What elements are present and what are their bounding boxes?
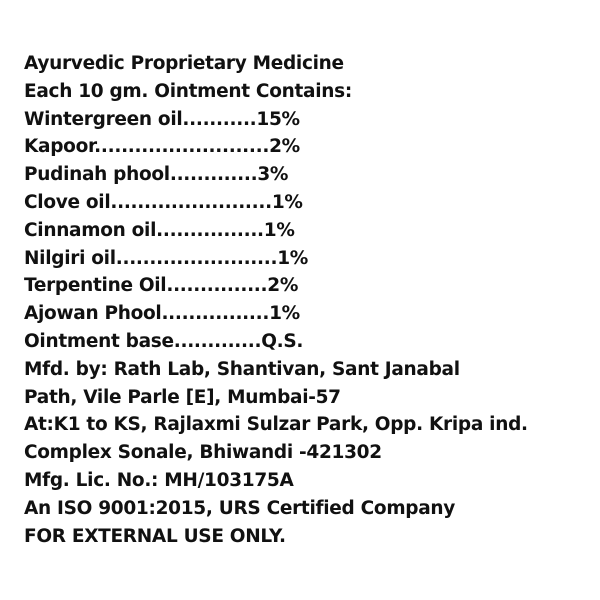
address-line: At:K1 to KS, Rajlaxmi Sulzar Park, Opp. Kripa ind. <box>24 414 528 436</box>
manufacturer-line: Mfd. by: Rath Lab, Shantivan, Sant Janabal <box>24 358 460 380</box>
product-label <box>24 50 584 550</box>
ingredient-line: Kapoor..........................2% <box>24 136 300 158</box>
license-number: Mfg. Lic. No.: MH/103175A <box>24 469 294 491</box>
usage-warning: FOR EXTERNAL USE ONLY. <box>24 525 286 547</box>
ingredient-line: Terpentine Oil...............2% <box>24 275 299 297</box>
ingredient-line: Nilgiri oil........................1% <box>24 247 309 269</box>
contains-header: Each 10 gm. Ointment Contains: <box>24 80 352 102</box>
address-line: Complex Sonale, Bhiwandi -421302 <box>24 442 382 464</box>
manufacturer-line: Path, Vile Parle [E], Mumbai-57 <box>24 386 341 408</box>
ingredient-line: Clove oil........................1% <box>24 191 303 213</box>
ingredient-line: Pudinah phool.............3% <box>24 164 289 186</box>
certification-line: An ISO 9001:2015, URS Certified Company <box>24 497 456 519</box>
ingredient-line: Ointment base.............Q.S. <box>24 330 304 352</box>
ingredient-line: Wintergreen oil...........15% <box>24 108 300 130</box>
label-title: Ayurvedic Proprietary Medicine <box>24 53 344 74</box>
ingredient-line: Cinnamon oil................1% <box>24 219 295 241</box>
ingredient-line: Ajowan Phool................1% <box>24 303 300 325</box>
